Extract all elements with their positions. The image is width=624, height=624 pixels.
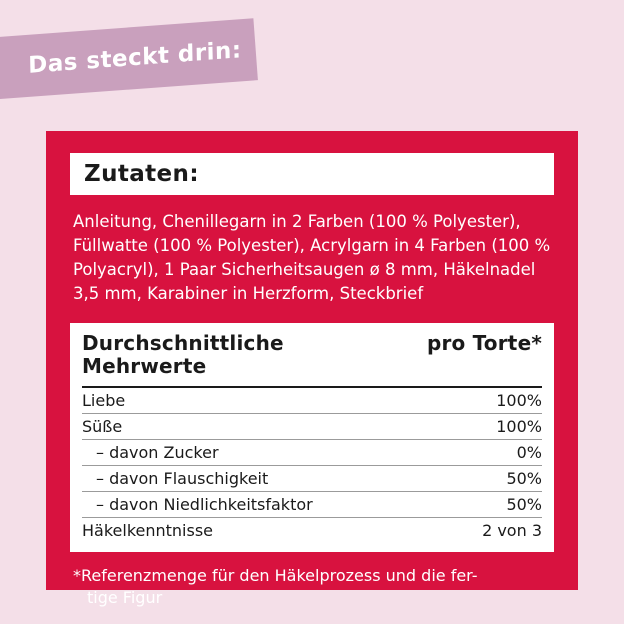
table-header-unit: pro Torte* [426,331,542,355]
table-row [82,440,542,466]
ingredients-heading: Zutaten: [84,161,199,187]
table-row [82,466,542,492]
table-row [82,518,542,543]
table-row-value: 50% [506,495,542,514]
product-label-card [46,131,578,607]
table-row-value: 100% [496,417,542,436]
section-banner [0,18,258,99]
table-row-value: 0% [516,443,542,462]
table-row-value: 2 von 3 [482,521,542,540]
footnote-line-1: *Referenzmenge für den Häkelprozess und die fer- [73,566,478,585]
table-row-label: Süße [82,417,123,436]
nutrition-table [70,323,554,552]
table-row [82,492,542,518]
table-row-label: – davon Zucker [96,443,219,462]
table-row-label: Liebe [82,391,126,410]
table-row-label: – davon Niedlichkeitsfaktor [96,495,313,514]
footnote-line-2: tige Figur [87,588,163,607]
footnote [70,565,554,609]
table-row [82,388,542,414]
table-row-value: 100% [496,391,542,410]
ingredients-heading-box [70,153,554,195]
table-row-value: 50% [506,469,542,488]
banner-label: Das steckt drin: [27,37,242,79]
label-content [70,153,554,609]
ingredients-body: Anleitung, Chenillegarn in 2 Farben (100 % Polyester), Füllwatte (100 % Polyester), Acrylgarn in 4 Farben (100 % Polyacryl), 1 Paar Sicherheitsaugen ø 8 mm, Häkelnadel 3,5 mm, Karabiner in Herzform, Steckbrief [73,212,551,303]
table-row-label: Häkelkenntnisse [82,521,214,540]
table-row-label: – davon Flauschigkeit [96,469,269,488]
table-header-title: Durchschnittliche Mehrwerte [82,331,284,378]
table-header [82,332,542,388]
table-row [82,414,542,440]
